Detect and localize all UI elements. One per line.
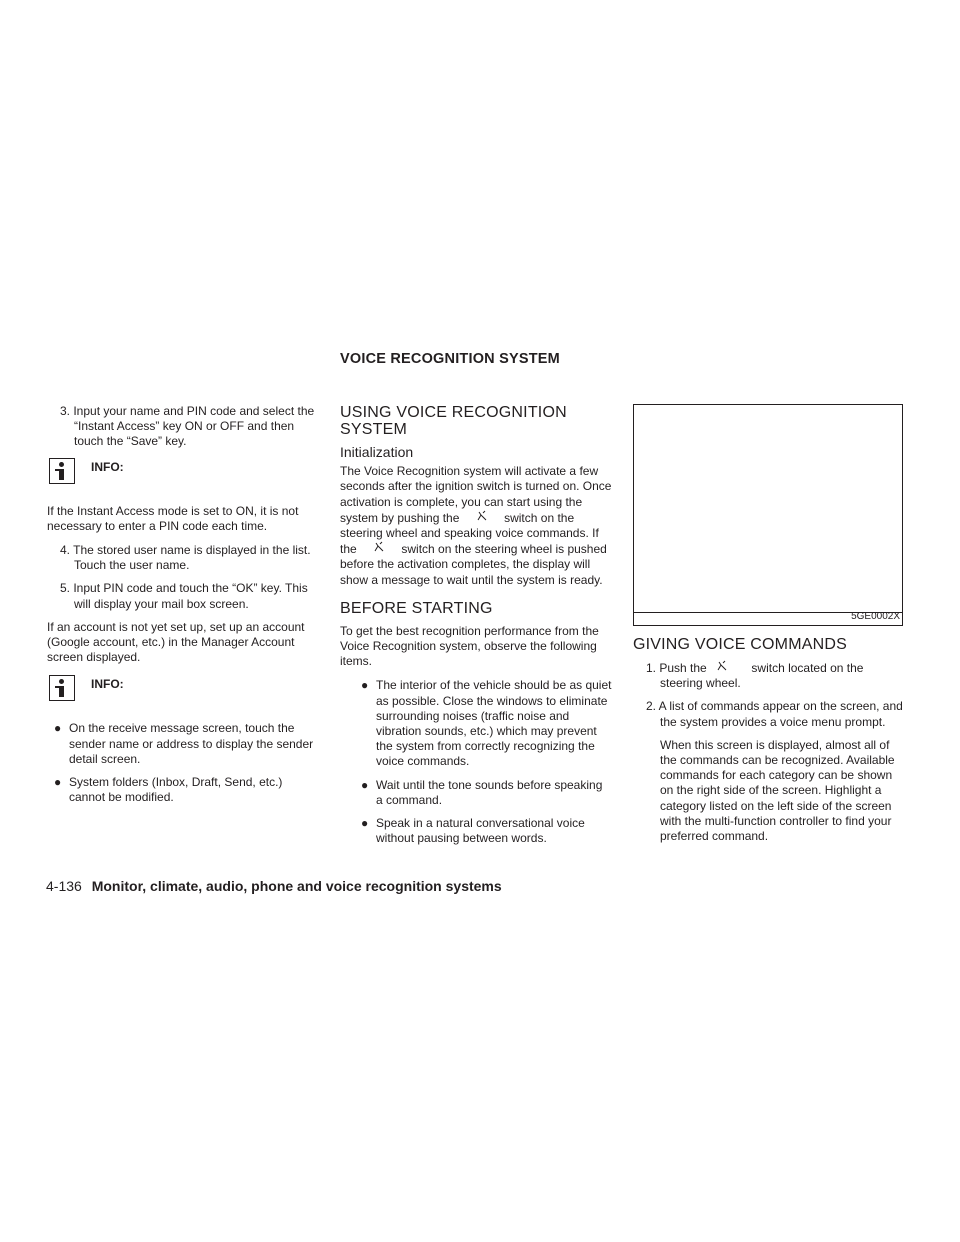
talk-switch-icon bbox=[360, 541, 398, 557]
figure-id: 5GE0002X bbox=[851, 610, 900, 622]
info-text: If the Instant Access mode is set to ON, it is not necessary to enter a PIN code each time. bbox=[47, 503, 299, 533]
column-right bbox=[633, 404, 905, 852]
talk-switch-icon bbox=[463, 510, 501, 526]
list-item bbox=[47, 775, 319, 805]
bullet-icon: ● bbox=[361, 777, 369, 792]
step-1-b: switch located on the steering wheel. bbox=[660, 661, 864, 691]
bullet-text: On the receive message screen, touch the sender name or address to display the sender detail screen. bbox=[69, 721, 314, 766]
page-footer bbox=[46, 878, 502, 894]
list-item bbox=[354, 816, 612, 846]
bullet-text: Wait until the tone sounds before speaking a command. bbox=[376, 777, 603, 807]
step-2-detail: When this screen is displayed, almost all of the commands can be recognized. Available commands for each category can be shown on the right side of the screen. Highlight a category listed on the left side of the screen with the multi-function controller to find your preferred command. bbox=[660, 737, 895, 844]
step-5: 5. Input PIN code and touch the “OK” key. This will display your mail box screen. bbox=[60, 581, 308, 611]
heading-using-voice: USING VOICE RECOGNITION SYSTEM bbox=[340, 404, 567, 438]
bullet-icon: ● bbox=[361, 678, 369, 693]
bullet-text: System folders (Inbox, Draft, Send, etc.) cannot be modified. bbox=[69, 775, 283, 805]
init-text-b: switch on the steering wheel and speaking voice commands. If the bbox=[340, 510, 599, 557]
info-person-icon bbox=[49, 458, 75, 484]
step-1-a: 1. Push the bbox=[646, 661, 707, 675]
section-title: VOICE RECOGNITION SYSTEM bbox=[340, 351, 560, 367]
bullet-text: Speak in a natural conversational voice without pausing between words. bbox=[376, 816, 585, 846]
info-label: INFO: bbox=[91, 459, 124, 474]
list-item bbox=[354, 678, 612, 769]
step-1 bbox=[633, 660, 905, 691]
page-number: 4-136 bbox=[46, 878, 82, 894]
bullet-list bbox=[354, 678, 612, 846]
info-note bbox=[49, 675, 319, 713]
init-text bbox=[340, 464, 612, 588]
info-label: INFO: bbox=[91, 677, 124, 692]
step-3: 3. Input your name and PIN code and select the “Instant Access” key ON or OFF and then touch the “Save” key. bbox=[60, 404, 315, 449]
bullet-icon: ● bbox=[361, 816, 369, 831]
column-middle bbox=[340, 404, 612, 854]
before-text: To get the best recognition performance from the Voice Recognition system, observe the following items. bbox=[340, 623, 599, 669]
column-left bbox=[47, 404, 319, 813]
heading-before-starting: BEFORE STARTING bbox=[340, 599, 493, 617]
list-item bbox=[354, 778, 612, 808]
bullet-icon: ● bbox=[54, 775, 62, 790]
step-2: 2. A list of commands appear on the screen, and the system provides a voice menu prompt. bbox=[646, 699, 903, 729]
figure-screen bbox=[633, 404, 903, 626]
bullet-text: The interior of the vehicle should be as quiet as possible. Close the windows to eliminate surrounding noises (traffic noise and vibration sounds, etc.) which may prevent the system from correctly recognizing the voice commands. bbox=[376, 678, 612, 769]
talk-switch-icon bbox=[710, 660, 748, 676]
chapter-title: Monitor, climate, audio, phone and voice recognition systems bbox=[91, 878, 502, 894]
list-item bbox=[47, 721, 319, 767]
info-note bbox=[49, 458, 319, 496]
init-text-c: switch on the steering wheel is pushed before the activation completes, the display will show a message to wait until the system is ready. bbox=[340, 542, 607, 587]
bullet-icon: ● bbox=[54, 721, 62, 736]
init-text-a: The Voice Recognition system will activate a few seconds after the ignition switch is turned on. Once activation is complete, you can start using the system by pushing the bbox=[340, 464, 612, 525]
info-person-icon bbox=[49, 675, 75, 701]
subheading-initialization: Initialization bbox=[340, 444, 414, 460]
account-text: If an account is not yet set up, set up an account (Google account, etc.) in the Manager Account screen displayed. bbox=[47, 619, 305, 665]
step-4: 4. The stored user name is displayed in the list. Touch the user name. bbox=[60, 543, 311, 573]
heading-giving-voice-commands: GIVING VOICE COMMANDS bbox=[633, 636, 847, 653]
